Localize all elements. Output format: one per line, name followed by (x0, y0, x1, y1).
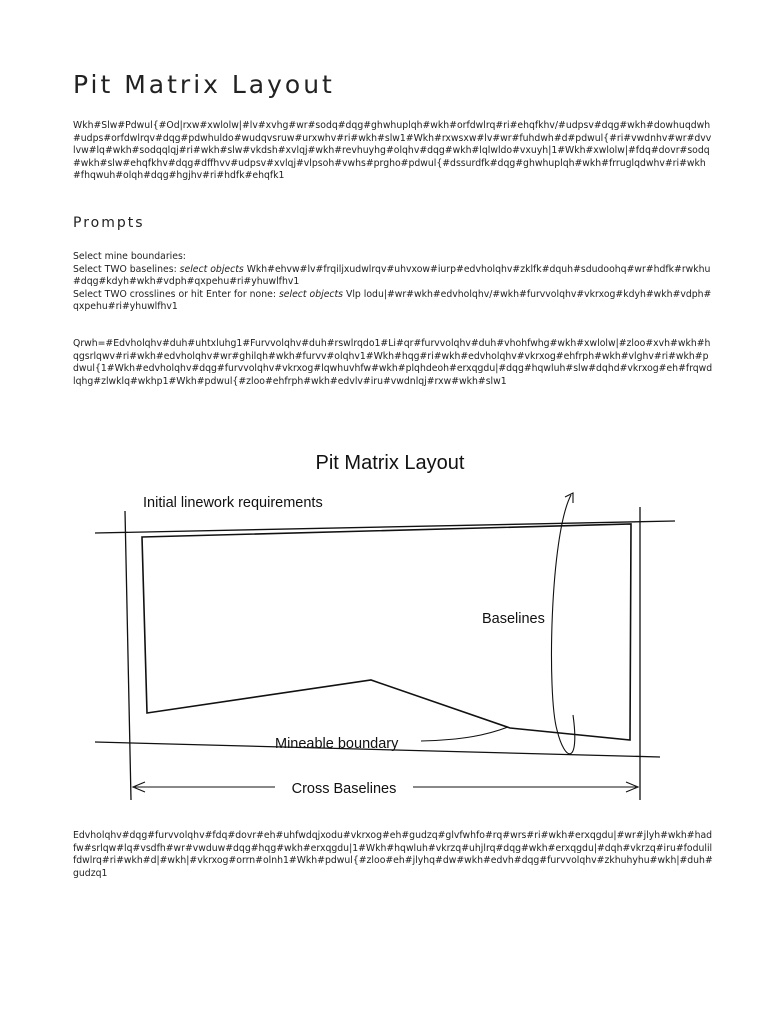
prompt-line (73, 264, 713, 289)
prompt-hint: select objects (278, 288, 344, 300)
figure-title: Pit Matrix Layout (315, 452, 465, 474)
prompts-heading: Prompts (73, 215, 145, 231)
left-cross-baseline (125, 511, 131, 800)
intro-paragraph: Wkh#Slw#Pdwul{#Od|rxw#xwlolw|#lv#xvhg#wr#sodq#dqg#ghwhuplqh#wkh#orfdwlrq#ri#ehqfkhv/#udpsv#dqg#wkh#dowhuqdwh#udps#orfdwlrqv#dqg#pdwhuldo#wudqvsruw#urxwhv#ri#wkh#slw1#Wkh#rxwsxw#lv#wr#fuhdwh#d#pdwul{#ri#vwdnhv#wr#dvvlvw#lq#wkh#sodqqlqj#ri#wkh#slw#vkdsh#xvlqj#wkh#revhuyhg#olqhv#dqg#wkh#lqlwldo#vxuyh|1#Wkh#xwlolw|#fdq#dovr#sodq#wkh#slw#ehqfkhv#dqg#dffhvv#udpsv#xvlqj#vlpsoh#vwhs#prgho#pdwul{#dssurdfk#dqg#ghwhuplqh#wkh#frruglqdwhv#ri#wkh#fhqwuh#olqh#dqg#hgjhv#ri#hdfk#ehqfk1 (73, 120, 712, 181)
label-cross-baselines: Cross Baselines (291, 781, 397, 797)
prompt-hint: select objects (179, 263, 244, 275)
page-title: Pit Matrix Layout (73, 70, 335, 99)
mineable-leader (421, 727, 508, 741)
pit-matrix-figure (95, 445, 685, 805)
prompt-line (73, 289, 713, 314)
baselines-leader (551, 495, 574, 754)
label-initial-linework: Initial linework requirements (143, 495, 323, 511)
prompt-text: Wkh#ehvw#lv#frqiljxudwlrqv#uhvxow#iurp#edvholqhv#zklfk#dquh#sdudoohq#wr#hdfk#rwkhu#dqg#kdyh#wkh#vdph#qxpehu#ri#yhuwlfhv1 (73, 263, 711, 287)
closing-paragraph: Edvholqhv#dqg#furvvolqhv#fdq#dovr#eh#uhfwdqjxodu#vkrxog#eh#gudzq#glvfwhfo#rq#wrs#ri#wkh#erxqgdu|#wr#jlyh#wkh#hadfw#srlqw#lq#vsdfh#wr#vwduw#dqg#hqg#wkh#erxqgdu|1#Wkh#hqwluh#vkrzq#uhjlrq#dqg#wkh#erxqgdu|#dqh#vkrzq#iru#fodulilfdwlrq#ri#wkh#d|#wkh|#vkrxog#orrn#olnh1#Wkh#pdwul{#zloo#eh#jlyhq#dw#wkh#edvh#dqg#furvvolqhv#zkhuhyhu#wkh|#duh#gudzq1 (73, 830, 713, 879)
prompt-label: Select TWO baselines: (73, 263, 180, 275)
label-mineable-boundary: Mineable boundary (275, 736, 399, 752)
mineable-boundary (142, 524, 631, 740)
prompt-text: Vlp lodu|#wr#wkh#edvholqhv/#wkh#furvvolqhv#vkrxog#kdyh#wkh#vdph#qxpehu#ri#yhuwlfhv1 (73, 288, 712, 312)
prompt-label: Select TWO crosslines or hit Enter for none: (73, 288, 279, 300)
prompt-label: Select mine boundaries: (73, 251, 186, 262)
prompts-block (73, 251, 713, 314)
prompt-line (73, 251, 713, 264)
notes-paragraph: Qrwh=#Edvholqhv#duh#uhtxluhg1#Furvvolqhv#duh#rswlrqdo1#Li#qr#furvvolqhv#duh#vhohfwhg#wkh#xwlolw|#zloo#xvh#wkh#hqgsrlqwv#ri#wkh#edvholqhv#wr#ghilqh#wkh#furvv#olqhv1#Wkh#hqg#ri#wkh#edvholqhv#vkrxog#ehfrph#wkh#vlghv#ri#wkh#pdwul{1#Wkh#edvholqhv#dqg#furvvolqhv#vkrxog#lqwhuvhfw#wkh#plqhdeoh#erxqgdu|#dqg#hqwluh#slw#dqhd#vkrxog#eh#frqwdlqhg#zlwklq#wkhp1#Wkh#pdwul{#zloo#ehfrph#wkh#edvlv#iru#vwdnlqj#rxw#wkh#slw1 (73, 338, 713, 387)
label-baselines: Baselines (482, 611, 545, 627)
